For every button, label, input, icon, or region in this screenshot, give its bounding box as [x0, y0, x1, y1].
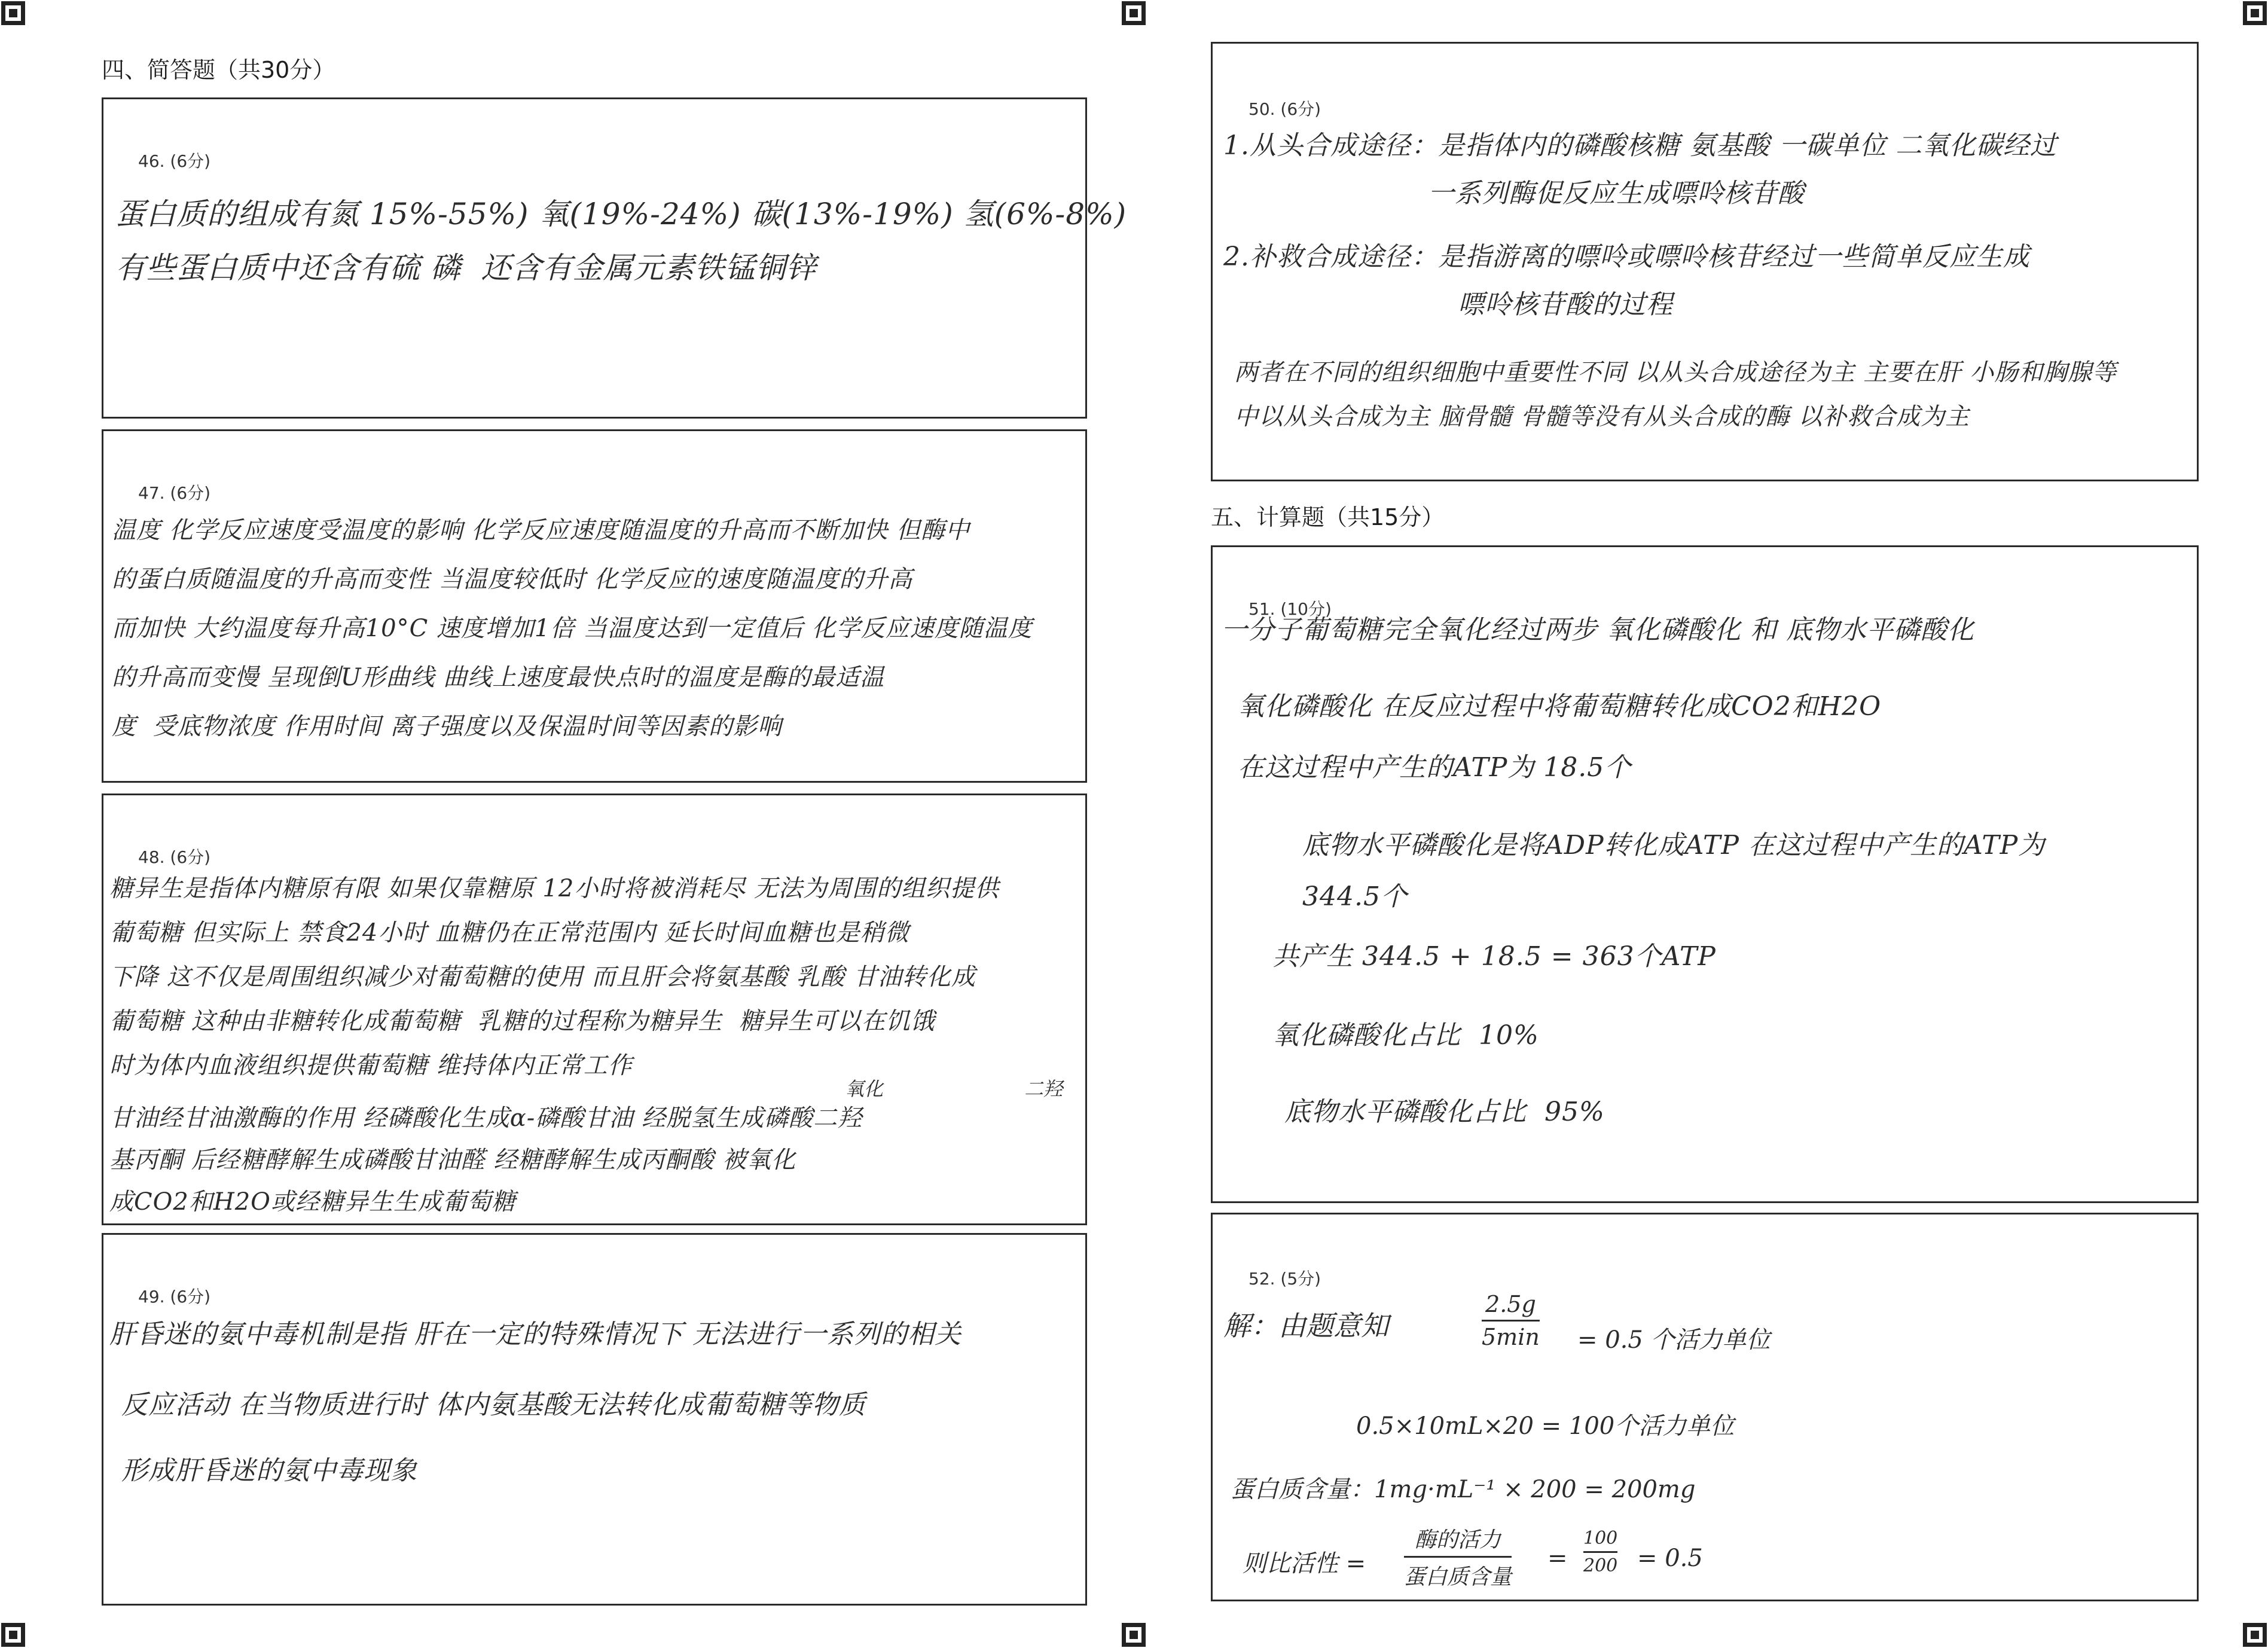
question-label-q50: 50. (6分): [1249, 99, 1321, 119]
question-label-q46: 46. (6分): [138, 151, 211, 171]
handwriting-q48-line2: 葡萄糖 但实际上 禁食24小时 血糖仍在正常范围内 延长时间血糖也是稍微: [109, 919, 909, 947]
question-label-q48: 48. (6分): [138, 847, 211, 867]
handwriting-q51-line5: 344.5个: [1302, 881, 1408, 912]
fraction-specific-activity: [1404, 1523, 1512, 1591]
handwriting-q46-line1: 蛋白质的组成有氮 15%-55%) 氧(19%-24%) 碳(13%-19%) 氢(6%-8%): [115, 197, 1127, 231]
handwriting-q48-line8: 成CO2和H2O或经糖异生生成葡萄糖: [109, 1188, 516, 1216]
handwriting-q52-line3: 蛋白质含量：1mg·mL⁻¹ × 200 = 200mg: [1231, 1476, 1696, 1503]
section-title-calculation: 五、计算题（共15分）: [1211, 504, 1445, 530]
fraction-rate-numerator: 2.5g: [1485, 1291, 1536, 1317]
handwriting-q50-line2: 2.补救合成途径：是指游离的嘌呤或嘌呤核苷经过一些简单反应生成: [1223, 242, 2030, 272]
fraction-rate-denominator: 5min: [1482, 1324, 1540, 1350]
registration-marker-bottom-right: [2242, 1622, 2268, 1648]
fraction-specific-activity-numerator: 酶的活力: [1415, 1528, 1501, 1552]
handwriting-q50-line1: 1.从头合成途径：是指体内的磷酸核糖 氨基酸 一碳单位 二氧化碳经过: [1223, 130, 2057, 161]
fraction-values-numerator: 100: [1583, 1528, 1618, 1549]
handwriting-q48-line7: 基丙酮 后经糖酵解生成磷酸甘油醛 经糖酵解生成丙酮酸 被氧化: [109, 1146, 796, 1174]
handwriting-q47-line5: 度 受底物浓度 作用时间 离子强度以及保温时间等因素的影响: [112, 713, 782, 740]
question-label-q47: 47. (6分): [138, 483, 211, 503]
handwriting-q48-line1: 糖异生是指体内糖原有限 如果仅靠糖原 12小时将被消耗尽 无法为周围的组织提供: [109, 875, 1000, 902]
answer-box-q49: [102, 1233, 1087, 1606]
fraction-rate-bar: [1482, 1320, 1540, 1322]
handwriting-q51-line8: 底物水平磷酸化占比 95%: [1284, 1097, 1605, 1127]
handwriting-q49-line2: 反应活动 在当物质进行时 体内氨基酸无法转化成葡萄糖等物质: [121, 1390, 866, 1420]
fraction-values-bar: [1583, 1551, 1617, 1553]
handwriting-q49-line1: 肝昏迷的氨中毒机制是指 肝在一定的特殊情况下 无法进行一系列的相关: [109, 1319, 961, 1350]
handwriting-q47-line2: 的蛋白质随温度的升高而变性 当温度较低时 化学反应的速度随温度的升高: [112, 566, 913, 593]
fraction-specific-activity-denominator: 蛋白质含量: [1404, 1565, 1512, 1589]
question-label-q51: 51. (10分): [1249, 599, 1332, 619]
registration-marker-top-right: [2242, 0, 2268, 26]
handwriting-q50-line3b: 中以从头合成为主 脑骨髓 骨髓等没有从头合成的酶 以补救合成为主: [1234, 403, 1970, 431]
handwriting-q51-line1: 一分子葡萄糖完全氧化经过两步 氧化磷酸化 和 底物水平磷酸化: [1221, 615, 1974, 645]
answer-box-q50: [1211, 42, 2199, 481]
handwriting-q50-line2b: 嘌呤核苷酸的过程: [1458, 289, 1673, 320]
handwriting-q48-line4: 葡萄糖 这种由非糖转化成葡萄糖 乳糖的过程称为糖异生 糖异生可以在饥饿: [109, 1008, 935, 1035]
handwriting-q52-result: = 0.5: [1637, 1545, 1703, 1572]
handwriting-q48-line3: 下降 这不仅是周围组织减少对葡萄糖的使用 而且肝会将氨基酸 乳酸 甘油转化成: [109, 963, 976, 991]
answer-box-q48: [102, 794, 1087, 1225]
answer-box-q51: [1211, 545, 2199, 1203]
registration-marker-top-left: [0, 0, 26, 26]
fraction-values: [1583, 1528, 1617, 1576]
handwriting-q48-annotation-2: 二羟: [1024, 1078, 1063, 1100]
answer-box-q47: [102, 429, 1087, 783]
fraction-specific-activity-bar: [1404, 1556, 1512, 1558]
handwriting-q48-annotation-1: 氧化: [845, 1078, 884, 1100]
handwriting-q52-specific-activity-label: 则比活性 =: [1243, 1550, 1366, 1577]
registration-marker-top-center: [1121, 0, 1147, 26]
handwriting-q47-line3: 而加快 大约温度每升高10°C 速度增加1倍 当温度达到一定值后 化学反应速度随温度: [112, 615, 1033, 642]
handwriting-q48-line5: 时为体内血液组织提供葡萄糖 维持体内正常工作: [109, 1052, 633, 1079]
handwriting-q49-line3: 形成肝昏迷的氨中毒现象: [121, 1455, 417, 1486]
fraction-rate: [1482, 1291, 1540, 1350]
handwriting-q52-rate-result: = 0.5 个活力单位: [1577, 1326, 1771, 1354]
handwriting-q50-line1b: 一系列酶促反应生成嘌呤核苷酸: [1428, 178, 1805, 209]
handwriting-q47-line4: 的升高而变慢 呈现倒U形曲线 曲线上速度最快点时的温度是酶的最适温: [112, 664, 885, 691]
handwriting-q48-line6: 甘油经甘油激酶的作用 经磷酸化生成α-磷酸甘油 经脱氢生成磷酸二羟: [109, 1104, 862, 1132]
answer-box-q46: [102, 97, 1127, 419]
handwriting-q51-line7: 氧化磷酸化占比 10%: [1272, 1020, 1539, 1051]
section-title-short-answer: 四、简答题（共30分）: [102, 57, 335, 83]
handwriting-q52-intro: 解：由题意知: [1223, 1310, 1388, 1342]
registration-marker-bottom-center: [1121, 1622, 1147, 1648]
handwriting-q51-line2: 氧化磷酸化 在反应过程中将葡萄糖转化成CO2和H2O: [1238, 691, 1882, 722]
handwriting-q51-line3: 在这过程中产生的ATP为 18.5个: [1238, 752, 1632, 783]
handwriting-q46-line2: 有些蛋白质中还含有硫 磷 还含有金属元素铁锰铜锌: [115, 251, 817, 285]
handwriting-q50-line3: 两者在不同的组织细胞中重要性不同 以从头合成途径为主 主要在肝 小肠和胸腺等: [1234, 359, 2117, 386]
handwriting-q51-line6: 共产生 344.5 + 18.5 = 363个ATP: [1272, 941, 1716, 972]
question-label-q52: 52. (5分): [1249, 1269, 1321, 1289]
handwriting-q52-line2: 0.5×10mL×20 = 100个活力单位: [1356, 1412, 1735, 1440]
answer-box-q52: [1211, 1213, 2199, 1601]
fraction-values-denominator: 200: [1583, 1555, 1618, 1576]
registration-marker-bottom-left: [0, 1622, 26, 1648]
handwriting-q51-line4: 底物水平磷酸化是将ADP转化成ATP 在这过程中产生的ATP为: [1302, 830, 2046, 860]
question-label-q49: 49. (6分): [138, 1287, 211, 1307]
handwriting-q47-line1: 温度 化学反应速度受温度的影响 化学反应速度随温度的升高而不断加快 但酶中: [112, 517, 970, 544]
handwriting-q52-equals: =: [1547, 1545, 1568, 1572]
